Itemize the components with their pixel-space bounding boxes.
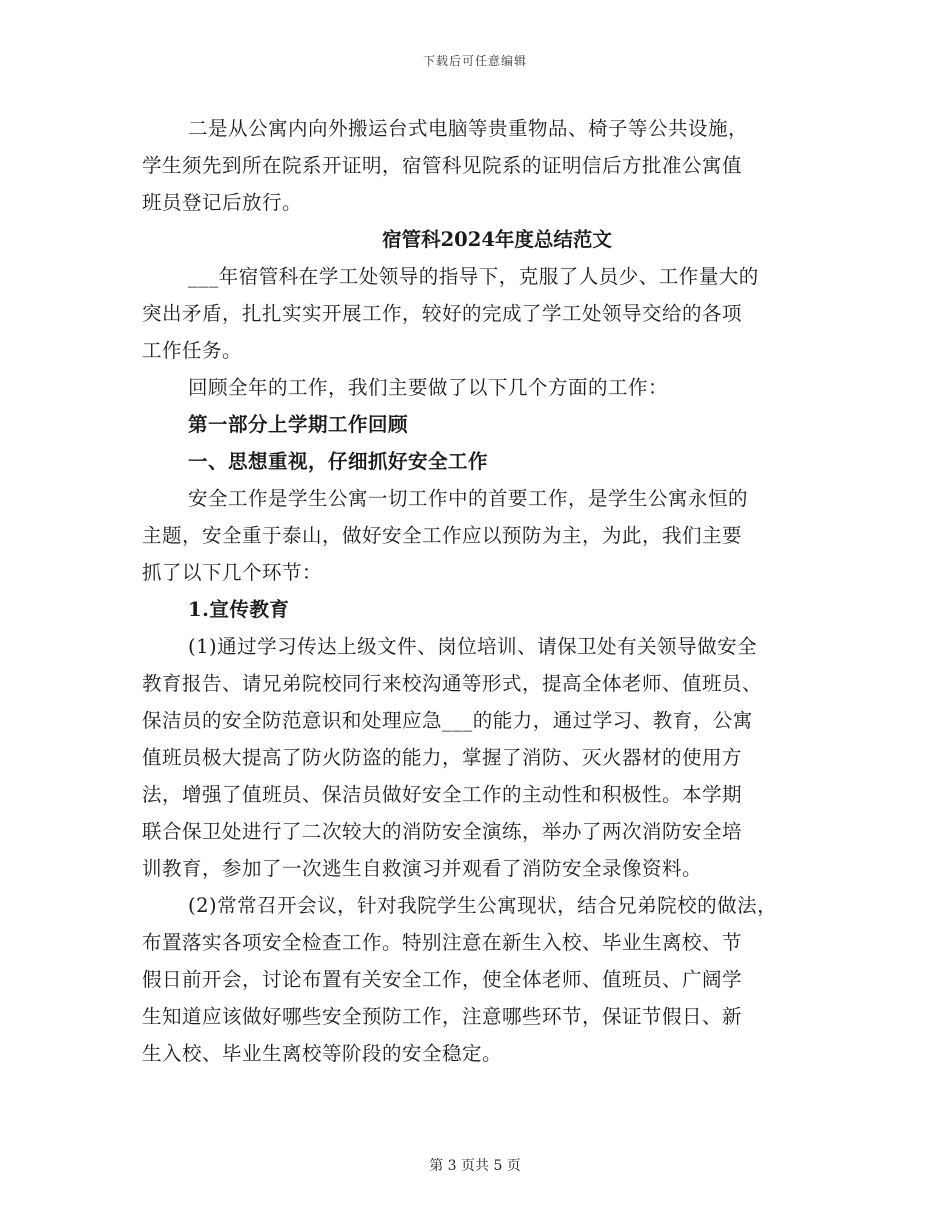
section-heading: 第一部分上学期工作回顾 xyxy=(188,413,409,436)
paragraph-line: 二是从公寓内向外搬运台式电脑等贵重物品、椅子等公共设施， xyxy=(188,117,749,140)
paragraph-line: 保洁员的安全防范意识和处理应急___的能力，通过学习、教育，公寓 xyxy=(142,709,753,732)
paragraph-line: 法，增强了值班员、保洁员做好安全工作的主动性和积极性。本学期 xyxy=(142,783,743,806)
paragraph-line: 主题，安全重于泰山，做好安全工作应以预防为主，为此，我们主要 xyxy=(142,524,743,547)
document-body xyxy=(142,110,822,1072)
paragraph-line: 班员登记后放行。 xyxy=(142,191,303,214)
paragraph-line: 抓了以下几个环节： xyxy=(142,561,323,584)
paragraph-line: (1)通过学习传达上级文件、岗位培训、请保卫处有关领导做安全 xyxy=(188,635,758,658)
paragraph-line: 值班员极大提高了防火防盗的能力，掌握了消防、灭火器材的使用方 xyxy=(142,746,743,769)
paragraph-line: 教育报告、请兄弟院校同行来校沟通等形式，提高全体老师、值班员、 xyxy=(142,672,763,695)
paragraph-line: 回顾全年的工作，我们主要做了以下几个方面的工作： xyxy=(188,376,669,399)
subsection-heading: 1.宣传教育 xyxy=(188,598,290,621)
paragraph-line: (2)常常召开会议，针对我院学生公寓现状，结合兄弟院校的做法， xyxy=(188,894,778,917)
paragraph-line: 安全工作是学生公寓一切工作中的首要工作，是学生公寓永恒的 xyxy=(188,487,749,510)
paragraph-line: 训教育，参加了一次逃生自救演习并观看了消防安全录像资料。 xyxy=(142,857,703,880)
paragraph-line: 生知道应该做好哪些安全预防工作，注意哪些环节，保证节假日、新 xyxy=(142,1005,743,1028)
page-header: 下载后可任意编辑 xyxy=(422,54,527,68)
paragraph-line: ___年宿管科在学工处领导的指导下，克服了人员少、工作量大的 xyxy=(188,265,759,288)
paragraph-line: 学生须先到所在院系开证明，宿管科见院系的证明信后方批准公寓值 xyxy=(142,154,743,177)
document-title: 宿管科2024年度总结范文 xyxy=(382,228,612,251)
paragraph-line: 工作任务。 xyxy=(142,339,243,362)
paragraph-line: 假日前开会，讨论布置有关安全工作，使全体老师、值班员、广阔学 xyxy=(142,968,743,991)
paragraph-line: 联合保卫处进行了二次较大的消防安全演练，举办了两次消防安全培 xyxy=(142,820,743,843)
paragraph-line: 突出矛盾，扎扎实实开展工作，较好的完成了学工处领导交给的各项 xyxy=(142,302,743,325)
page-footer: 第 3 页共 5 页 xyxy=(429,1158,521,1174)
paragraph-line: 生入校、毕业生离校等阶段的安全稳定。 xyxy=(142,1042,503,1065)
paragraph-line: 布置落实各项安全检查工作。特别注意在新生入校、毕业生离校、节 xyxy=(142,931,743,954)
section-heading: 一、思想重视，仔细抓好安全工作 xyxy=(188,450,489,473)
